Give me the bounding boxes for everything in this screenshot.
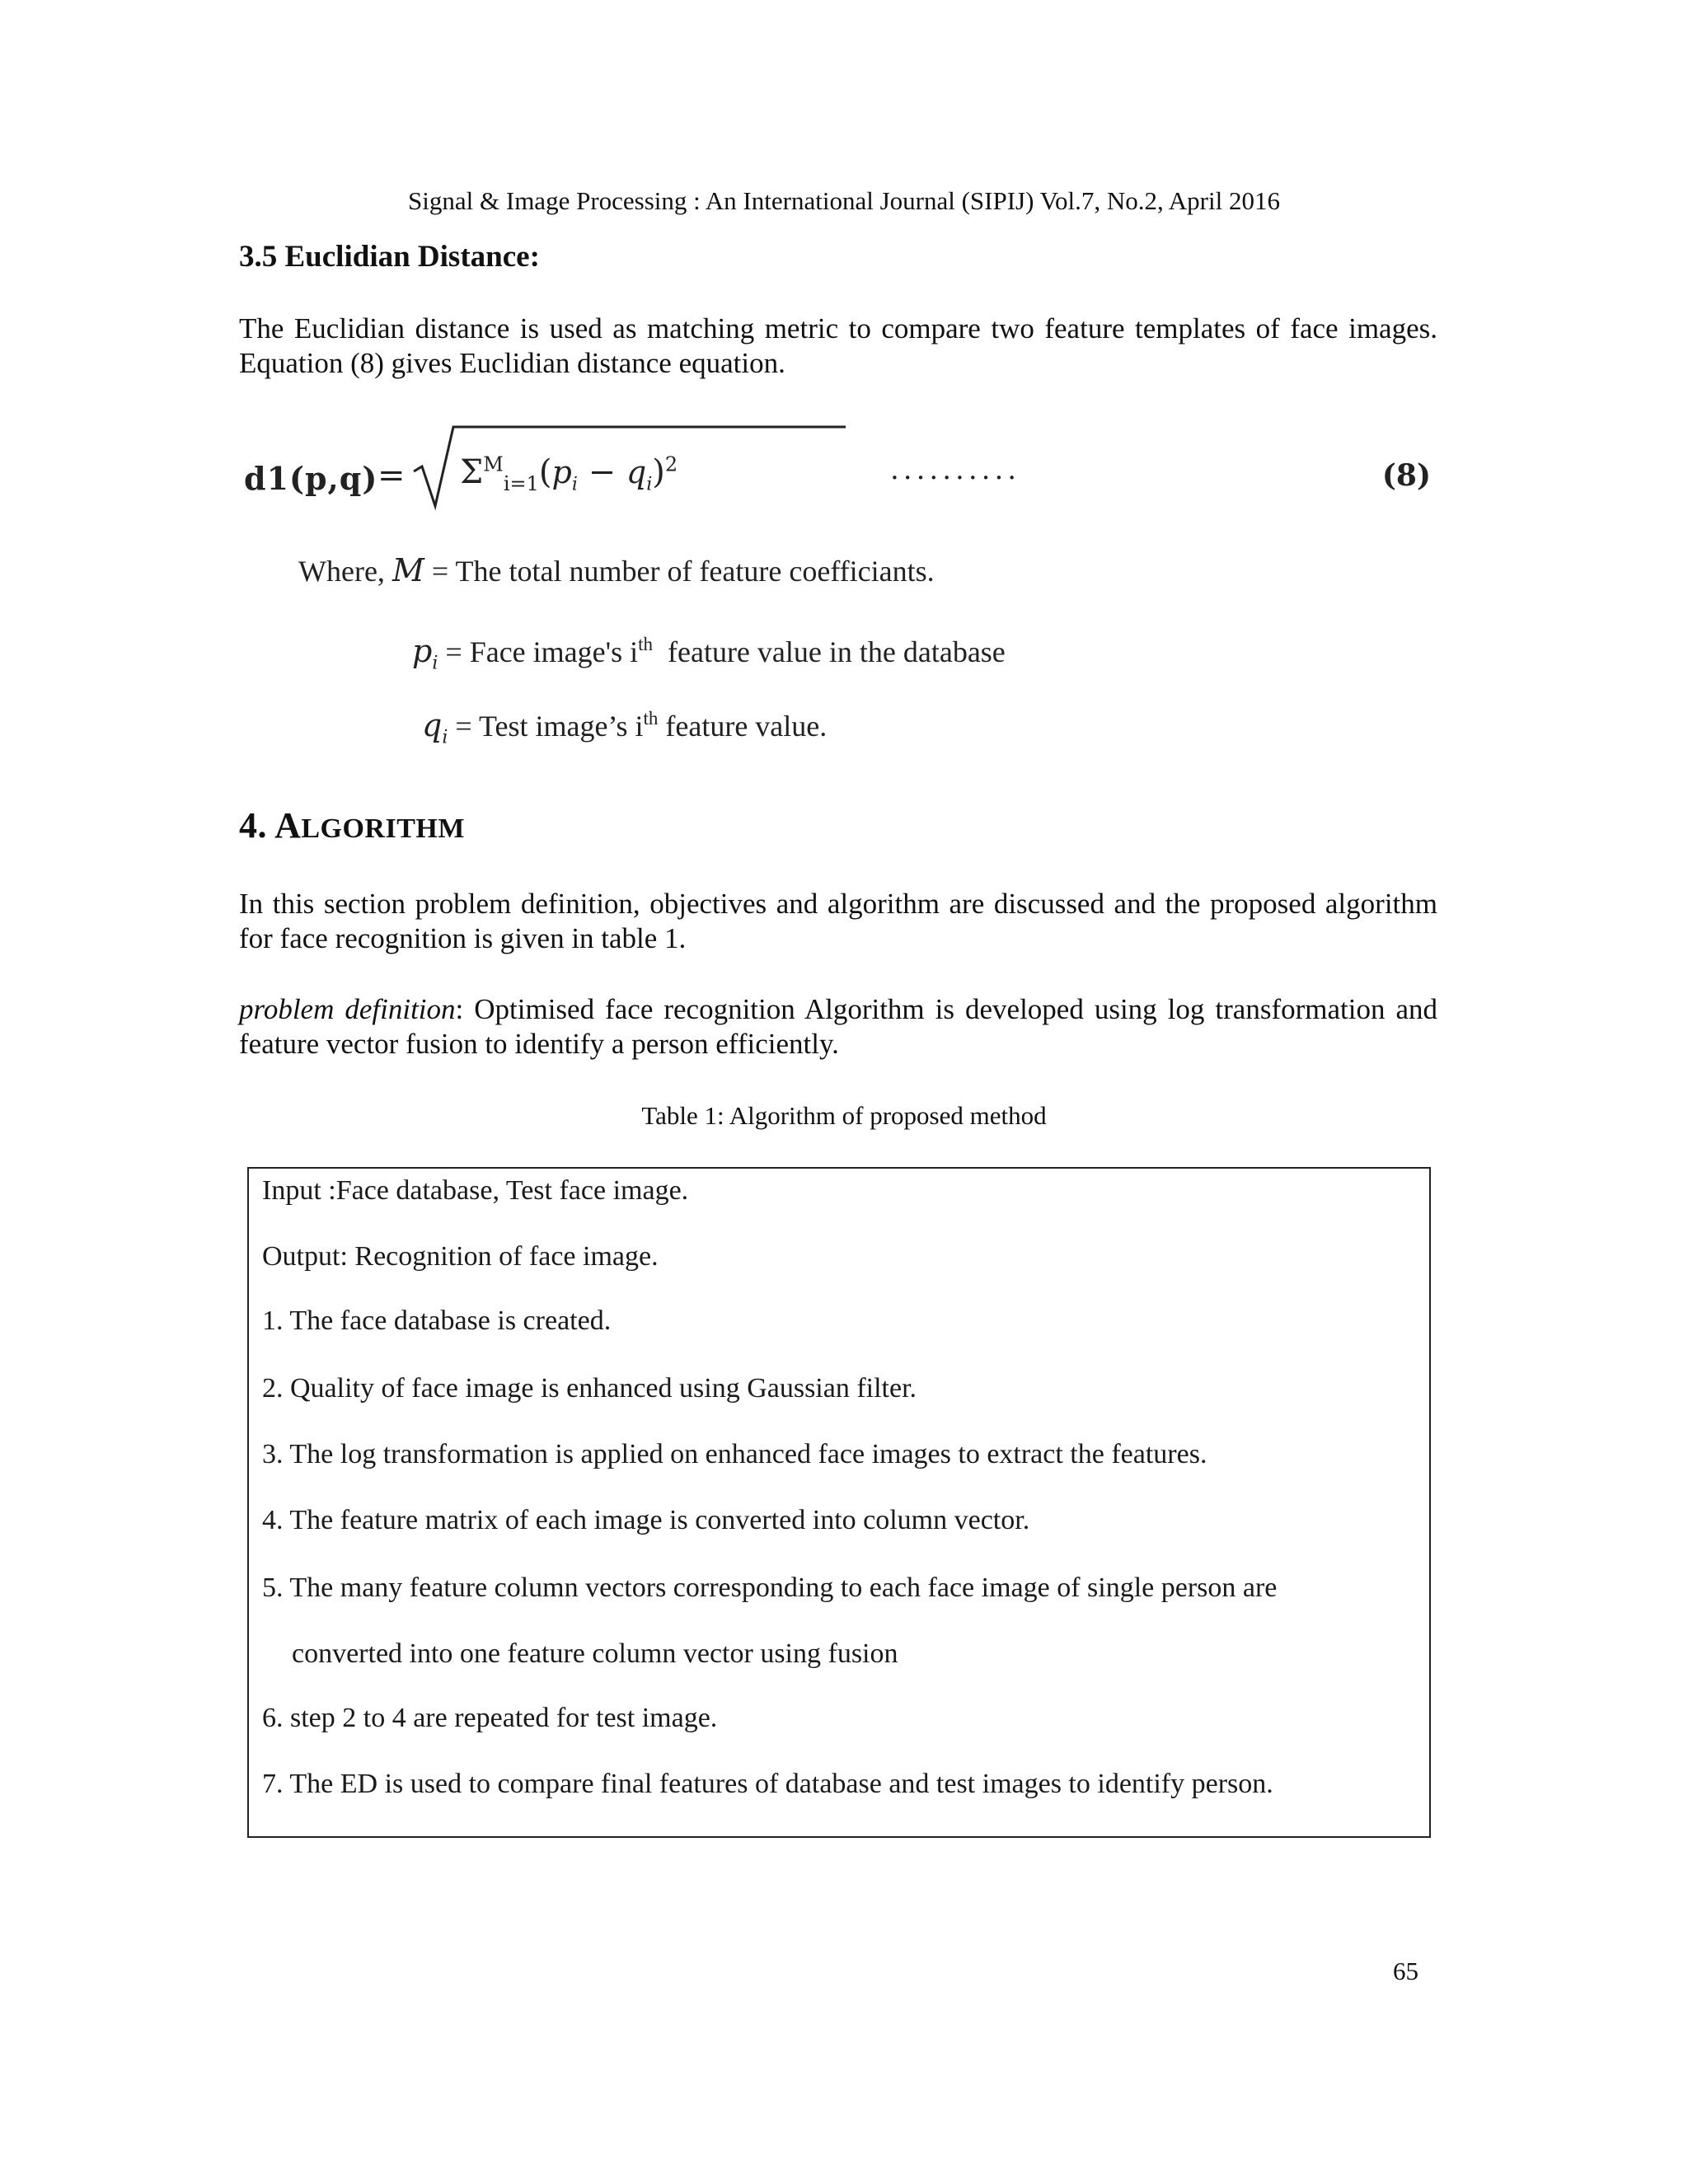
where-p-definition [412,633,1006,674]
paragraph-problem-definition [239,992,1437,1062]
section-4-title-initial: A [274,805,302,846]
summation-lower-limit: i=1 [503,472,539,495]
where-p-text-pre: Face image's i [469,635,639,668]
summation-upper-limit: M [483,452,504,476]
term-p-symbol: $p_i$ [551,454,578,495]
where-q-text-post: feature value. [665,710,828,743]
where-m-equals: = [431,555,449,588]
where-q-symbol: $q_i$ [422,707,448,748]
where-q-text-pre: Test image’s i [479,710,644,743]
term-q-symbol: $q_i$ [626,454,653,495]
where-m-text: The total number of feature coefficiants. [455,555,935,588]
algorithm-step-2: 2. Quality of face image is enhanced using Gaussian filter. [262,1373,917,1404]
equation-leader-dots: .......... [890,453,1021,486]
algorithm-step-7: 7. The ED is used to compare final features of database and test images to identify person. [262,1769,1273,1799]
equation-equals-sign: = [377,457,406,494]
where-prefix: Where, [298,555,385,588]
running-header: Signal & Image Processing : An International Journal (SIPIJ) Vol.7, No.2, April 2016 [408,186,1280,215]
page-number: 65 [1393,1957,1418,1985]
where-m-symbol: M [392,552,424,588]
where-p-symbol: $p_i$ [412,633,438,674]
section-heading-algorithm [239,804,465,846]
section-4-title-rest: LGORITHM [301,813,465,844]
algorithm-table [247,1167,1431,1838]
section-4-number: 4. [239,805,267,846]
term-power: 2 [664,452,678,476]
algorithm-step-1: 1. The face database is created. [262,1305,612,1336]
algorithm-line-input: Input :Face database, Test face image. [262,1175,689,1206]
where-p-text-post: feature value in the database [668,635,1006,668]
algorithm-step-3: 3. The log transformation is applied on enhanced face images to extract the features. [262,1439,1207,1469]
paragraph-euclidian-intro: The Euclidian distance is used as matching metric to compare two feature templates of face images. Equation (8) gives Euclidian distance equation. [239,312,1437,379]
algorithm-step-4: 4. The feature matrix of each image is converted into column vector. [262,1505,1030,1535]
term-open-paren: ( [538,453,552,491]
where-p-equals: = [445,635,462,668]
algorithm-step-6: 6. step 2 to 4 are repeated for test image. [262,1703,718,1733]
equation-summation [460,452,678,495]
where-p-text-sup: th [638,634,653,654]
equation-lhs: d1(p,q) [244,460,378,497]
term-minus-sign: − [588,453,617,491]
where-q-equals: = [455,710,472,743]
summation-symbol: Σ [460,453,484,491]
where-q-definition [422,707,827,748]
where-m-definition [298,552,935,588]
problem-definition-text: : Optimised face recognition Algorithm is developed using log transformation and feature vector fusion to identify a person efficiently. [239,993,1438,1060]
algorithm-step-5: 5. The many feature column vectors corresponding to each face image of single person are [262,1572,1278,1603]
table-caption: Table 1: Algorithm of proposed method [641,1101,1047,1130]
term-close-paren: ) [652,453,665,491]
algorithm-line-output: Output: Recognition of face image. [262,1241,659,1272]
paragraph-algorithm-intro: In this section problem definition, objectives and algorithm are discussed and the proposed algorithm for face recognition is given in table 1. [239,888,1437,954]
where-q-text-sup: th [643,708,659,729]
section-heading-euclidian-distance: 3.5 Euclidian Distance: [239,240,540,274]
problem-definition-label: problem definition [239,993,456,1025]
equation-8-block [239,420,1442,750]
algorithm-step-5-continued: converted into one feature column vector using fusion [292,1638,898,1669]
equation-number: (8) [1381,458,1431,493]
